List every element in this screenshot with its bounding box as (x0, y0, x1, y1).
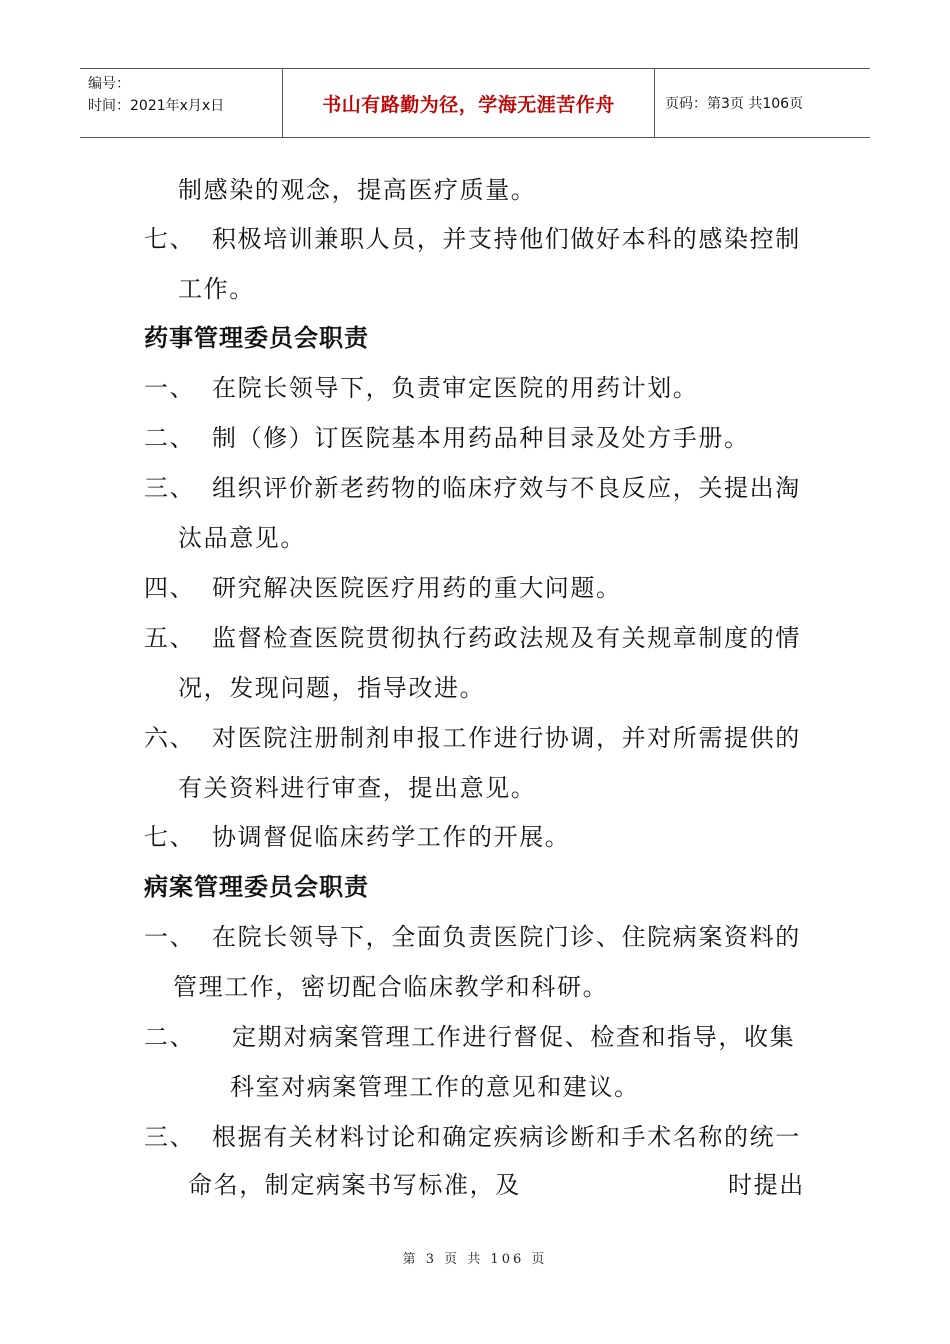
item-number: 二、 (144, 1023, 196, 1051)
item-number: 六、 (144, 724, 196, 752)
time-label: 时间：2021年x月x日 (88, 98, 225, 114)
header-page-cell (655, 69, 870, 137)
item-text: 组织评价新老药物的临床疗效与不良反应，关提出淘 (212, 474, 801, 502)
item-number: 三、 (144, 1123, 196, 1151)
item-continuation: 科室对病案管理工作的意见和建议。 (230, 1073, 640, 1101)
item-continuation: 有关资料进行审查，提出意见。 (178, 774, 537, 802)
page-label: 页码：第3页 共106页 (665, 96, 804, 112)
item-text: 制（修）订医院基本用药品种目录及处方手册。 (212, 424, 750, 452)
continuation-part: 时提出 (728, 1171, 805, 1199)
serial-label: 编号： (88, 76, 130, 92)
item-text: 研究解决医院医疗用药的重大问题。 (212, 574, 622, 602)
item-text: 根据有关材料讨论和确定疾病诊断和手术名称的统一 (212, 1123, 801, 1151)
item-text: 对医院注册制剂申报工作进行协调，并对所需提供的 (212, 724, 801, 752)
item-text: 在院长领导下，全面负责医院门诊、住院病案资料的 (212, 923, 801, 951)
item-number: 一、 (144, 374, 196, 402)
item-text: 协调督促临床药学工作的开展。 (212, 823, 571, 851)
item-number: 七、 (144, 225, 196, 253)
item-continuation: 工作。 (178, 275, 255, 303)
header-motto-cell (283, 69, 655, 137)
item-text: 在院长领导下，负责审定医院的用药计划。 (212, 374, 699, 402)
item-continuation: 况，发现问题，指导改进。 (178, 674, 486, 702)
item-number: 四、 (144, 574, 196, 602)
item-continuation: 管理工作，密切配合临床教学和科研。 (173, 973, 609, 1001)
item-number: 二、 (144, 424, 196, 452)
item-number: 五、 (144, 624, 196, 652)
item-text: 积极培训兼职人员，并支持他们做好本科的感染控制 (212, 225, 801, 253)
item-number: 三、 (144, 474, 196, 502)
paragraph-line: 制感染的观念，提高医疗质量。 (178, 176, 537, 204)
item-number: 七、 (144, 823, 196, 851)
item-number: 一、 (144, 923, 196, 951)
motto: 书山有路勤为径，学海无涯苦作舟 (322, 93, 615, 116)
page-footer: 第 3 页 共 106 页 (402, 1252, 548, 1267)
section-heading: 药事管理委员会职责 (144, 323, 369, 352)
header-meta (80, 69, 283, 137)
continuation-part: 命名，制定病案书写标准，及 (188, 1171, 521, 1199)
item-text: 定期对病案管理工作进行督促、检查和指导，收集 (232, 1023, 796, 1051)
item-text: 监督检查医院贯彻执行药政法规及有关规章制度的情 (212, 624, 801, 652)
page-header (80, 68, 870, 138)
section-heading: 病案管理委员会职责 (144, 872, 369, 901)
item-continuation: 汰品意见。 (178, 524, 306, 552)
